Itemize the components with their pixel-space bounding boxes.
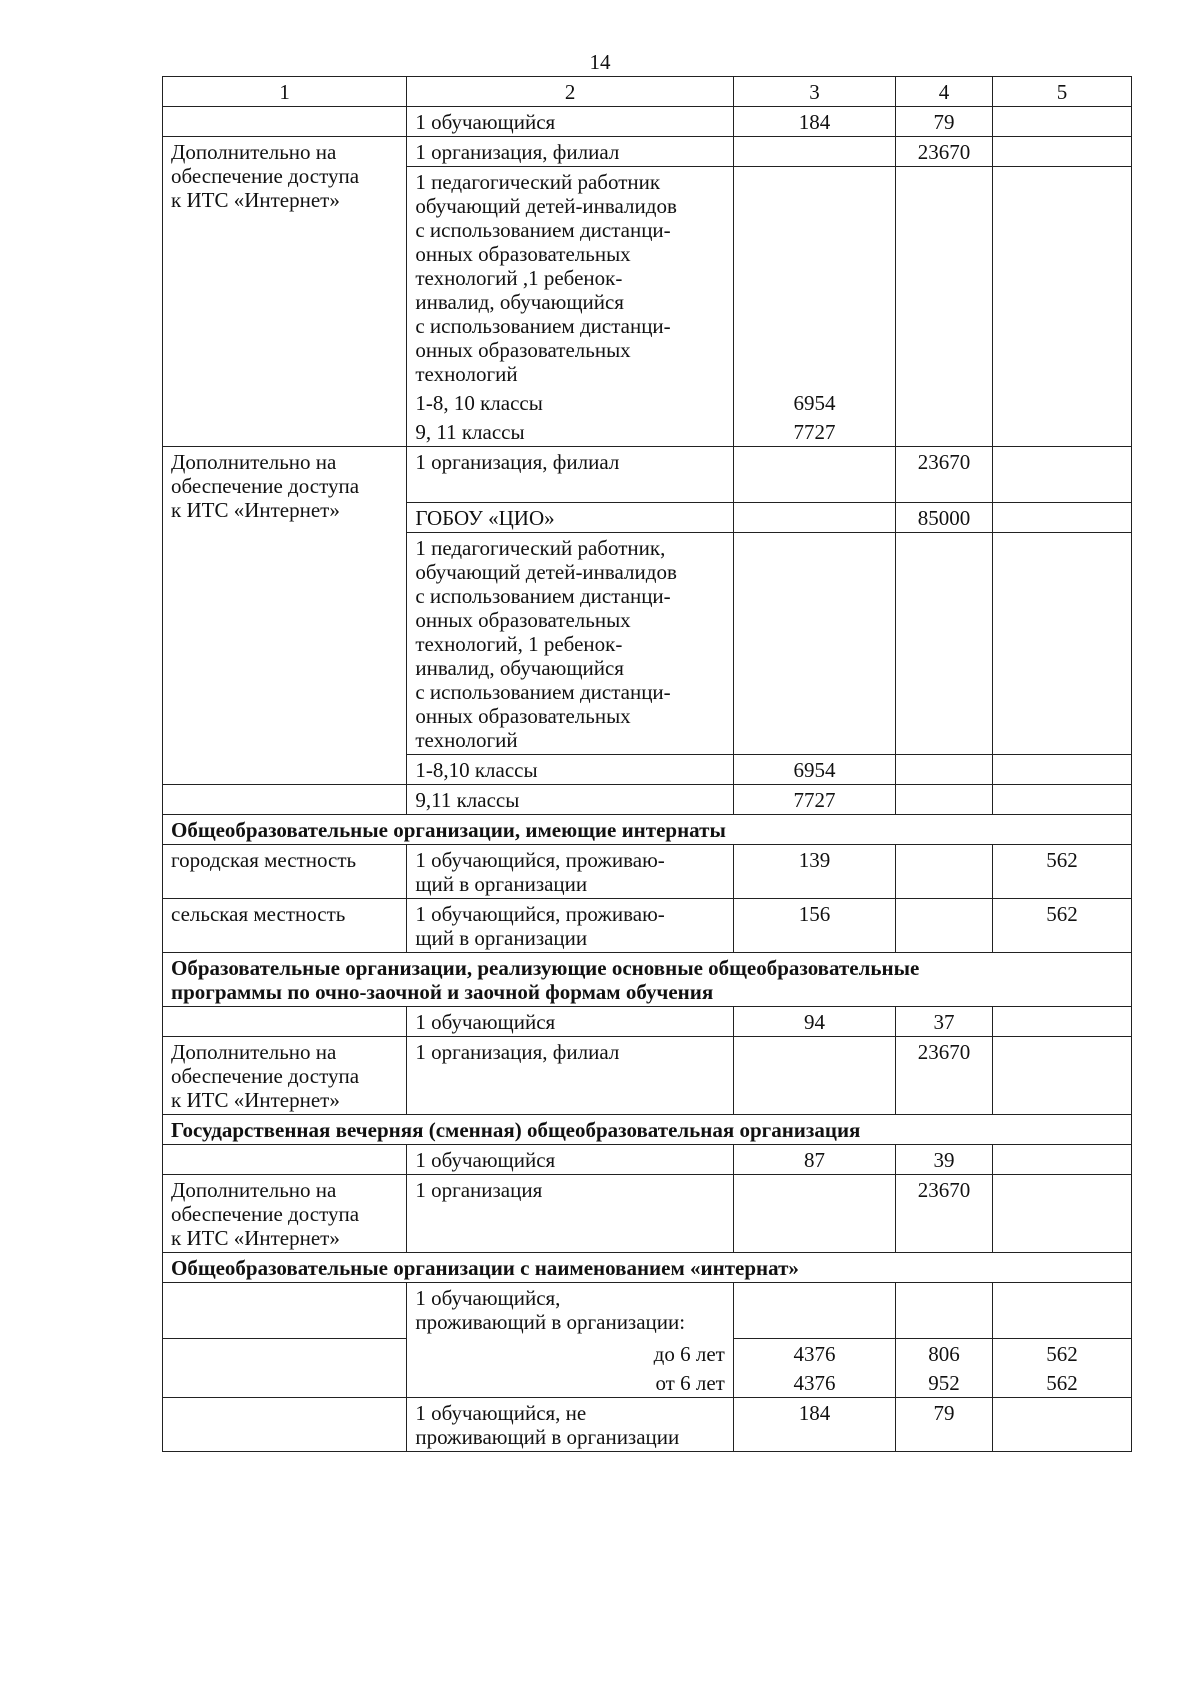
table-cell: 1 педагогический работник обучающий детей-инвалидов с использованием дистанци- онных образовательных технологий ,1 ребенок- инвалид, обучающийся с использованием дистанци- онных образовательных технологий [407,167,734,389]
table-row [163,1145,1132,1175]
table-cell [992,755,1131,785]
table-cell: 9,11 классы [407,785,734,815]
table-cell: 7727 [733,785,895,815]
table-row [163,107,1132,137]
table-cell [896,755,993,785]
header-col-5: 5 [992,77,1131,107]
section-heading: Общеобразовательные организации с наименованием «интернат» [163,1253,1132,1283]
table-cell: 562 [992,845,1131,899]
table-cell: 139 [733,845,895,899]
table-cell [163,1283,407,1339]
table-cell: 4376 [733,1368,895,1398]
table-row [163,1339,1132,1369]
table-cell [733,167,895,389]
table-cell: 7727 [733,417,895,447]
section-heading: Образовательные организации, реализующие основные общеобразовательные программы по очно-заочной и заочной формам обучения [163,953,1132,1007]
table-cell: 87 [733,1145,895,1175]
table-cell: 6954 [733,388,895,417]
table-cell [896,533,993,755]
section-heading-row [163,815,1132,845]
table-cell: 184 [733,107,895,137]
table-cell: 156 [733,899,895,953]
table-cell: 952 [896,1368,993,1398]
table-cell [163,1145,407,1175]
table-cell: ГОБОУ «ЦИО» [407,503,734,533]
table-cell: 85000 [896,503,993,533]
table-cell [733,447,895,503]
table-cell: 1 обучающийся, не проживающий в организации [407,1398,734,1452]
section-heading: Общеобразовательные организации, имеющие интернаты [163,815,1132,845]
table-cell [163,785,407,815]
page-number: 14 [589,50,611,74]
table-cell [992,417,1131,447]
table-header-row [163,77,1132,107]
table-cell [992,785,1131,815]
table-cell: 23670 [896,1175,993,1253]
table-cell: сельская местность [163,899,407,953]
table-cell [992,107,1131,137]
table-cell: 1 организация, филиал [407,1037,734,1115]
table-cell [992,1175,1131,1253]
table-cell [992,388,1131,417]
table-cell [163,1398,407,1452]
table-cell [733,1283,895,1339]
table-cell: до 6 лет [407,1339,734,1369]
table-row [163,137,1132,167]
table-cell [896,785,993,815]
row-group-label: Дополнительно на обеспечение доступа к ИТС «Интернет» [163,1175,407,1253]
tariff-table [162,76,1132,1452]
section-heading-row [163,1253,1132,1283]
table-cell: 1 организация [407,1175,734,1253]
table-row [163,447,1132,503]
table-cell [896,845,993,899]
table-cell [992,503,1131,533]
table-cell [733,1175,895,1253]
table-cell: 23670 [896,447,993,503]
table-cell [992,447,1131,503]
table-cell: 1 организация, филиал [407,447,734,503]
table-cell: 39 [896,1145,993,1175]
table-cell [896,899,993,953]
table-cell [992,533,1131,755]
table-cell: 184 [733,1398,895,1452]
row-group-label: Дополнительно на обеспечение доступа к ИТС «Интернет» [163,137,407,447]
table-cell: 1 организация, филиал [407,137,734,167]
table-cell [163,107,407,137]
table-cell: 79 [896,107,993,137]
table-cell [163,1007,407,1037]
table-row [163,1007,1132,1037]
table-cell: 1-8,10 классы [407,755,734,785]
table-cell: 1 обучающийся [407,1007,734,1037]
table-cell [896,388,993,417]
table-cell: 1 обучающийся, проживающий в организации: [407,1283,734,1339]
header-col-1: 1 [163,77,407,107]
table-row [163,1283,1132,1339]
table-cell: 1 обучающийся [407,1145,734,1175]
table-cell [896,167,993,389]
table-row [163,899,1132,953]
table-cell [733,533,895,755]
table-cell: 1 обучающийся [407,107,734,137]
header-col-3: 3 [733,77,895,107]
table-cell: от 6 лет [407,1368,734,1398]
table-row [163,1398,1132,1452]
table-cell: 23670 [896,1037,993,1115]
table-cell: 9, 11 классы [407,417,734,447]
row-group-label: Дополнительно на обеспечение доступа к ИТС «Интернет» [163,447,407,785]
table-cell [992,137,1131,167]
table-cell: 37 [896,1007,993,1037]
table-cell: 1-8, 10 классы [407,388,734,417]
table-cell [733,503,895,533]
table-cell: 1 обучающийся, проживаю- щий в организации [407,845,734,899]
table-cell: 79 [896,1398,993,1452]
header-col-4: 4 [896,77,993,107]
table-cell: 806 [896,1339,993,1369]
table-cell [733,1037,895,1115]
table-cell: 1 обучающийся, проживаю- щий в организации [407,899,734,953]
table-cell [992,1398,1131,1452]
section-heading-row [163,1115,1132,1145]
table-cell [733,137,895,167]
table-cell [992,1007,1131,1037]
row-group-label: Дополнительно на обеспечение доступа к ИТС «Интернет» [163,1037,407,1115]
table-cell [992,1145,1131,1175]
section-heading-row [163,953,1132,1007]
table-row [163,1037,1132,1115]
table-row [163,845,1132,899]
table-cell: 23670 [896,137,993,167]
table-row [163,1175,1132,1253]
table-cell: 562 [992,1368,1131,1398]
table-cell: 1 педагогический работник, обучающий детей-инвалидов с использованием дистанци- онных образовательных технологий, 1 ребенок- инвалид, обучающийся с использованием дистанци- онных образовательных технологий [407,533,734,755]
table-cell: 562 [992,899,1131,953]
table-cell: городская местность [163,845,407,899]
table-cell: 4376 [733,1339,895,1369]
table-cell [896,417,993,447]
table-cell: 94 [733,1007,895,1037]
section-heading: Государственная вечерняя (сменная) общеобразовательная организация [163,1115,1132,1145]
header-col-2: 2 [407,77,734,107]
table-cell: 6954 [733,755,895,785]
table-cell: 562 [992,1339,1131,1369]
table-cell [992,1283,1131,1339]
table-cell [896,1283,993,1339]
table-cell [163,1339,407,1398]
table-row [163,785,1132,815]
table-cell [992,1037,1131,1115]
table-cell [992,167,1131,389]
